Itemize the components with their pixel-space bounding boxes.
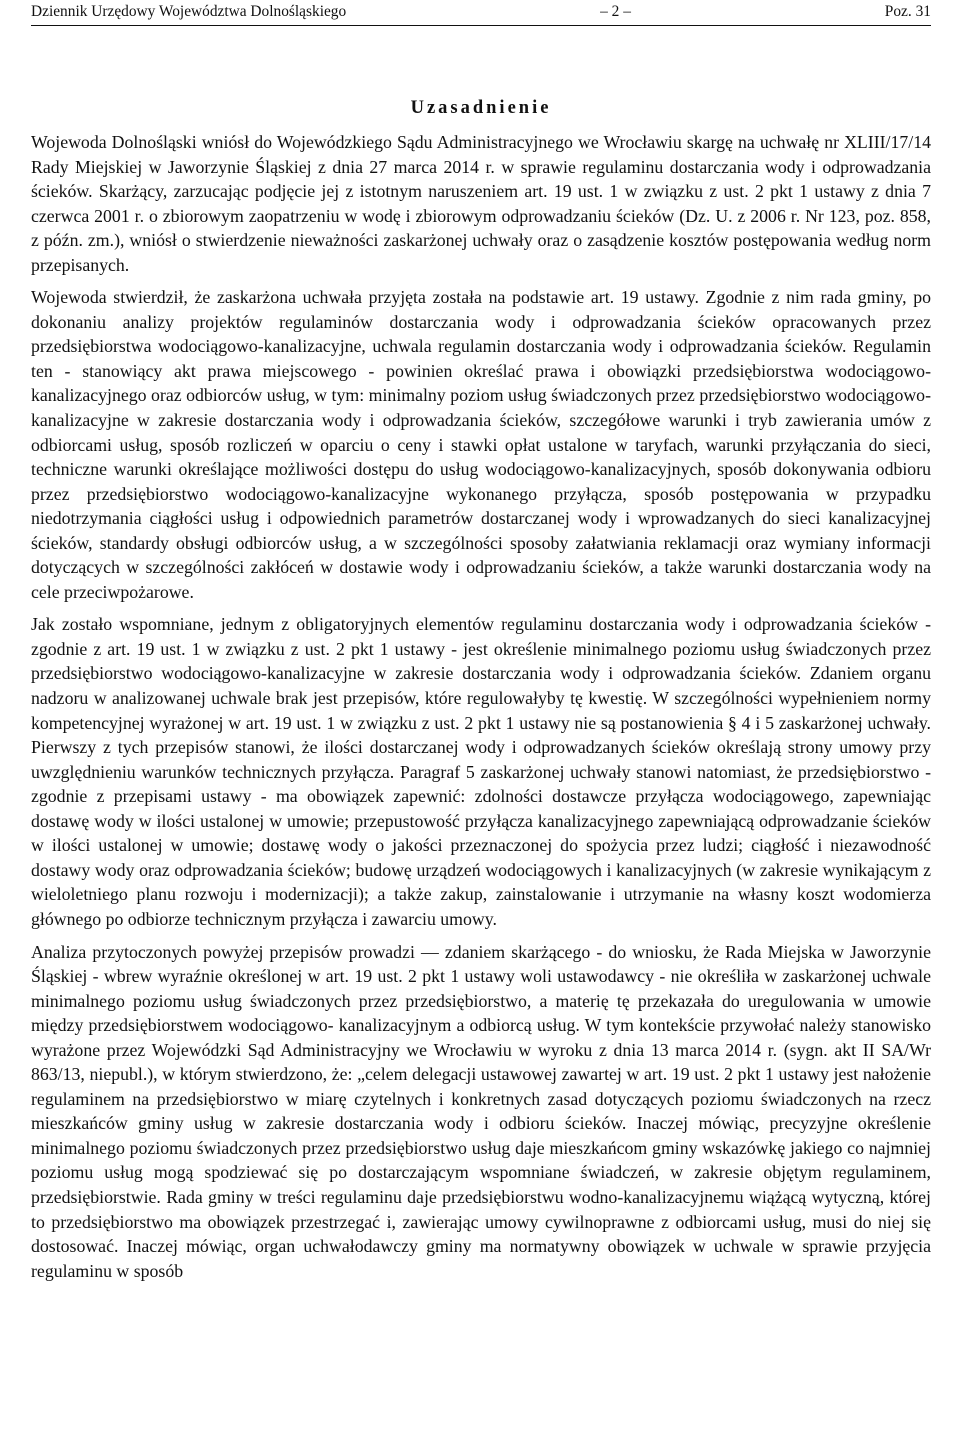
- journal-title: Dziennik Urzędowy Województwa Dolnośląskiego: [31, 3, 347, 20]
- paragraph: Wojewoda Dolnośląski wniósł do Wojewódzkiego Sądu Administracyjnego we Wrocławiu skargę na uchwałę nr XLIII/17/14 Rady Miejskiej w Jaworzynie Śląskiej z dnia 27 marca 2014 r. w sprawie regulaminu dostarczania wody i odprowadzania ścieków. Skarżący, zarzucając podjęcie jej z istotnym naruszeniem art. 19 ust. 1 w związku z ust. 2 pkt 1 ustawy z dnia 7 czerwca 2001 r. o zbiorowym zaopatrzeniu w wodę i zbiorowym odprowadzaniu ścieków (Dz. U. z 2006 r. Nr 123, poz. 858, z późn. zm.), wniósł o stwierdzenie nieważności zaskarżonej uchwały oraz o zasądzenie kosztów postępowania według norm przepisanych.: [31, 132, 931, 275]
- position-number: Poz. 31: [884, 3, 931, 20]
- paragraph: Jak zostało wspomniane, jednym z obligatoryjnych elementów regulaminu dostarczania wody i odprowadzania ścieków - zgodnie z art. 19 ust. 1 w związku z ust. 2 pkt 1 ustawy - jest określenie minimalnego poziomu usług świadczonych przez przedsiębiorstwo wodociągowo-kanalizacyjne w zakresie dostarczania wody i odprowadzania ścieków. Zdaniem organu nadzoru w analizowanej uchwale brak jest przepisów, które regulowałyby tę kwestię. W szczególności wypełnieniem normy kompetencyjnej wyrażonej w art. 19 ust. 1 w związku z ust. 2 pkt 1 ustawy nie są postanowienia § 4 i 5 zaskarżonej uchwały. Pierwszy z tych przepisów stanowi, że ilości dostarczanej wody i odprowadzanych ścieków określają strony umowy przy uwzględnieniu warunków technicznych przyłącza. Paragraf 5 zaskarżonej uchwały stanowi natomiast, że przedsiębiorstwo - zgodnie z przepisami ustawy - ma obowiązek zapewnić: zdolności dostawcze przyłącza wodociągowego, zapewniając dostawę wody w ilości ustalonej w umowie; przepustowość przyłącza kanalizacyjnego zapewniającą odprowadzanie ścieków w ilości ustalonej w umowie; dostawę wody o jakości przeznaczonej do spożycia przez ludzi; ciągłość i niezawodność dostawy wody oraz odprowadzania ścieków; budowę urządzeń wodociągowych i kanalizacyjnych (w zakresie wynikającym z wieloletniego planu rozwoju i modernizacji); a także zakup, zainstalowanie i utrzymanie na własny koszt wodomierza głównego po odbiorze technicznym przyłącza i zawarciu umowy.: [31, 614, 931, 929]
- page-number: – 2 –: [600, 3, 631, 20]
- header-rule: [31, 25, 931, 26]
- page-header: [31, 0, 931, 23]
- document-body: [31, 130, 931, 1283]
- section-title: Uzasadnienie: [410, 98, 552, 118]
- paragraph: Analiza przytoczonych powyżej przepisów prowadzi — zdaniem skarżącego - do wniosku, że Rada Miejska w Jaworzynie Śląskiej - wbrew wyraźnie określonej w art. 19 ust. 2 pkt 1 ustawy woli ustawodawcy - nie określiła w zaskarżonej uchwale minimalnego poziomu usług świadczonych przez przedsiębiorstwo, a materię tę przekazała do uregulowania w umowie między przedsiębiorstwem wodociągowo- kanalizacyjnym a odbiorcą usług. W tym kontekście przywołać należy stanowisko wyrażone przez Wojewódzki Sąd Administracyjny we Wrocławiu w wyroku z dnia 13 marca 2014 r. (sygn. akt II SA/Wr 863/13, niepubl.), w którym stwierdzono, że: „celem delegacji ustawowej zawartej w art. 19 ust. 2 pkt 1 ustawy jest nałożenie regulaminem na przedsiębiorstwo w miarę czytelnych i konkretnych zasad dotyczących poziomu świadczonych na rzecz mieszkańców gminy usług w zakresie dostarczania wody i odbioru ścieków. Inaczej mówiąc, precyzyjne określenie minimalnego poziomu świadczonych przez przedsiębiorstwo usług daje mieszkańcom gminy wskazówkę jakiego co najmniej poziomu usług mogą spodziewać się po dostarczającym wspomniane świadczeń, w zakresie objętym regulaminem, przedsiębiorstwie. Rada gminy w treści regulaminu daje przedsiębiorstwu wodno-kanalizacyjnemu wiążącą wytyczną, której to przedsiębiorstwo ma obowiązek przestrzegać i, zawierając umowy cywilnoprawne z odbiorcami usług, musi do niej się dostosować. Inaczej mówiąc, organ uchwałodawczy gminy ma normatywny obowiązek w uchwale w sprawie przyjęcia regulaminu w sposób: [31, 941, 931, 1281]
- paragraph: Wojewoda stwierdził, że zaskarżona uchwała przyjęta została na podstawie art. 19 ustawy. Zgodnie z nim rada gminy, po dokonaniu analizy projektów regulaminów dostarczania wody i odprowadzania ścieków opracowanych przez przedsiębiorstwa wodociągowo-kanalizacyjne, uchwala regulamin dostarczania wody i odprowadzania ścieków. Regulamin ten - stanowiący akt prawa miejscowego - powinien określać prawa i obowiązki przedsiębiorstwa wodociągowo-kanalizacyjnego oraz odbiorców usług, w tym: minimalny poziom usług świadczonych przez przedsiębiorstwo wodociągowo- kanalizacyjne w zakresie dostarczania wody i odprowadzania ścieków, szczegółowe warunki i tryb zawierania umów z odbiorcami usług, sposób rozliczeń w oparciu o ceny i stawki opłat ustalone w taryfach, warunki przyłączania do sieci, techniczne warunki określające możliwości dostępu do usług wodociągowo-kanalizacyjnych, sposób dokonywania odbioru przez przedsiębiorstwo wodociągowo-kanalizacyjne wykonanego przyłącza, sposób postępowania w przypadku niedotrzymania ciągłości usług i odpowiednich parametrów dostarczanej wody i wprowadzanych do sieci kanalizacyjnej ścieków, standardy obsługi odbiorców usług, a w szczególności sposoby załatwiania reklamacji oraz wymiany informacji dotyczących w szczególności zakłóceń w dostawie wody i odprowadzaniu ścieków, a także warunki dostarczania wody na cele przeciwpożarowe.: [31, 287, 931, 602]
